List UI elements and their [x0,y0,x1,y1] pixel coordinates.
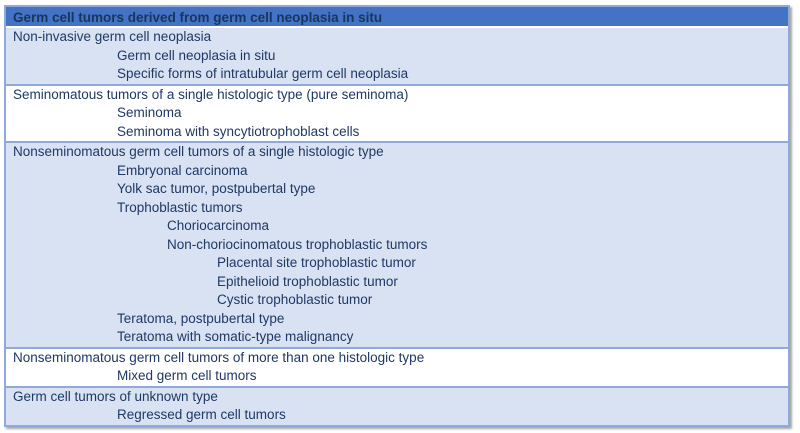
row-label: Embryonal carcinoma [117,162,248,178]
table-row [6,236,788,255]
table-row [6,199,788,218]
table-section [6,386,788,425]
table-row [6,143,788,162]
table-section [6,28,788,84]
table-row [6,273,788,292]
table-row [6,254,788,273]
row-label: Non-invasive germ cell neoplasia [13,29,212,44]
table-row [6,162,788,181]
table-row [6,310,788,329]
table-row [6,65,788,84]
table-body [6,28,788,425]
table-row [6,291,788,310]
table-row [6,47,788,66]
row-label: Trophoblastic tumors [117,199,243,215]
table-section [6,84,788,142]
row-label: Cystic trophoblastic tumor [217,292,373,307]
table-row [6,328,788,347]
table-header [6,7,788,28]
row-label: Teratoma with somatic-type malignancy [117,329,354,344]
table-row [6,28,788,47]
table-section [6,141,788,347]
table-row [6,86,788,105]
table-row [6,104,788,123]
row-label: Epithelioid trophoblastic tumor [217,273,398,289]
row-label: Specific forms of intratubular germ cell neoplasia [117,66,409,81]
table-title: Germ cell tumors derived from germ cell neoplasia in situ [13,10,383,25]
row-label: Mixed germ cell tumors [117,368,257,383]
row-label: Regressed germ cell tumors [117,407,286,422]
row-label: Seminoma with syncytiotrophoblast cells [117,123,360,139]
row-label: Choriocarcinoma [167,218,270,233]
row-label: Seminoma [117,105,182,120]
table-section [6,347,788,386]
row-label: Nonseminomatous germ cell tumors of a single histologic type [13,144,384,159]
table-row [6,388,788,407]
row-label: Germ cell tumors of unknown type [13,388,218,404]
row-label: Seminomatous tumors of a single histologic type (pure seminoma) [13,86,409,102]
row-label: Placental site trophoblastic tumor [217,255,416,270]
table-row [6,123,788,142]
table-row [6,180,788,199]
row-label: Teratoma, postpubertal type [117,310,285,326]
row-label: Non-choriocinomatous trophoblastic tumors [167,236,428,252]
row-label: Germ cell neoplasia in situ [117,47,276,63]
row-label: Nonseminomatous germ cell tumors of more than one histologic type [13,349,425,365]
table-row [6,217,788,236]
table-row [6,367,788,386]
table-row [6,406,788,425]
table-row [6,349,788,368]
classification-table [4,5,790,427]
row-label: Yolk sac tumor, postpubertal type [117,181,316,196]
